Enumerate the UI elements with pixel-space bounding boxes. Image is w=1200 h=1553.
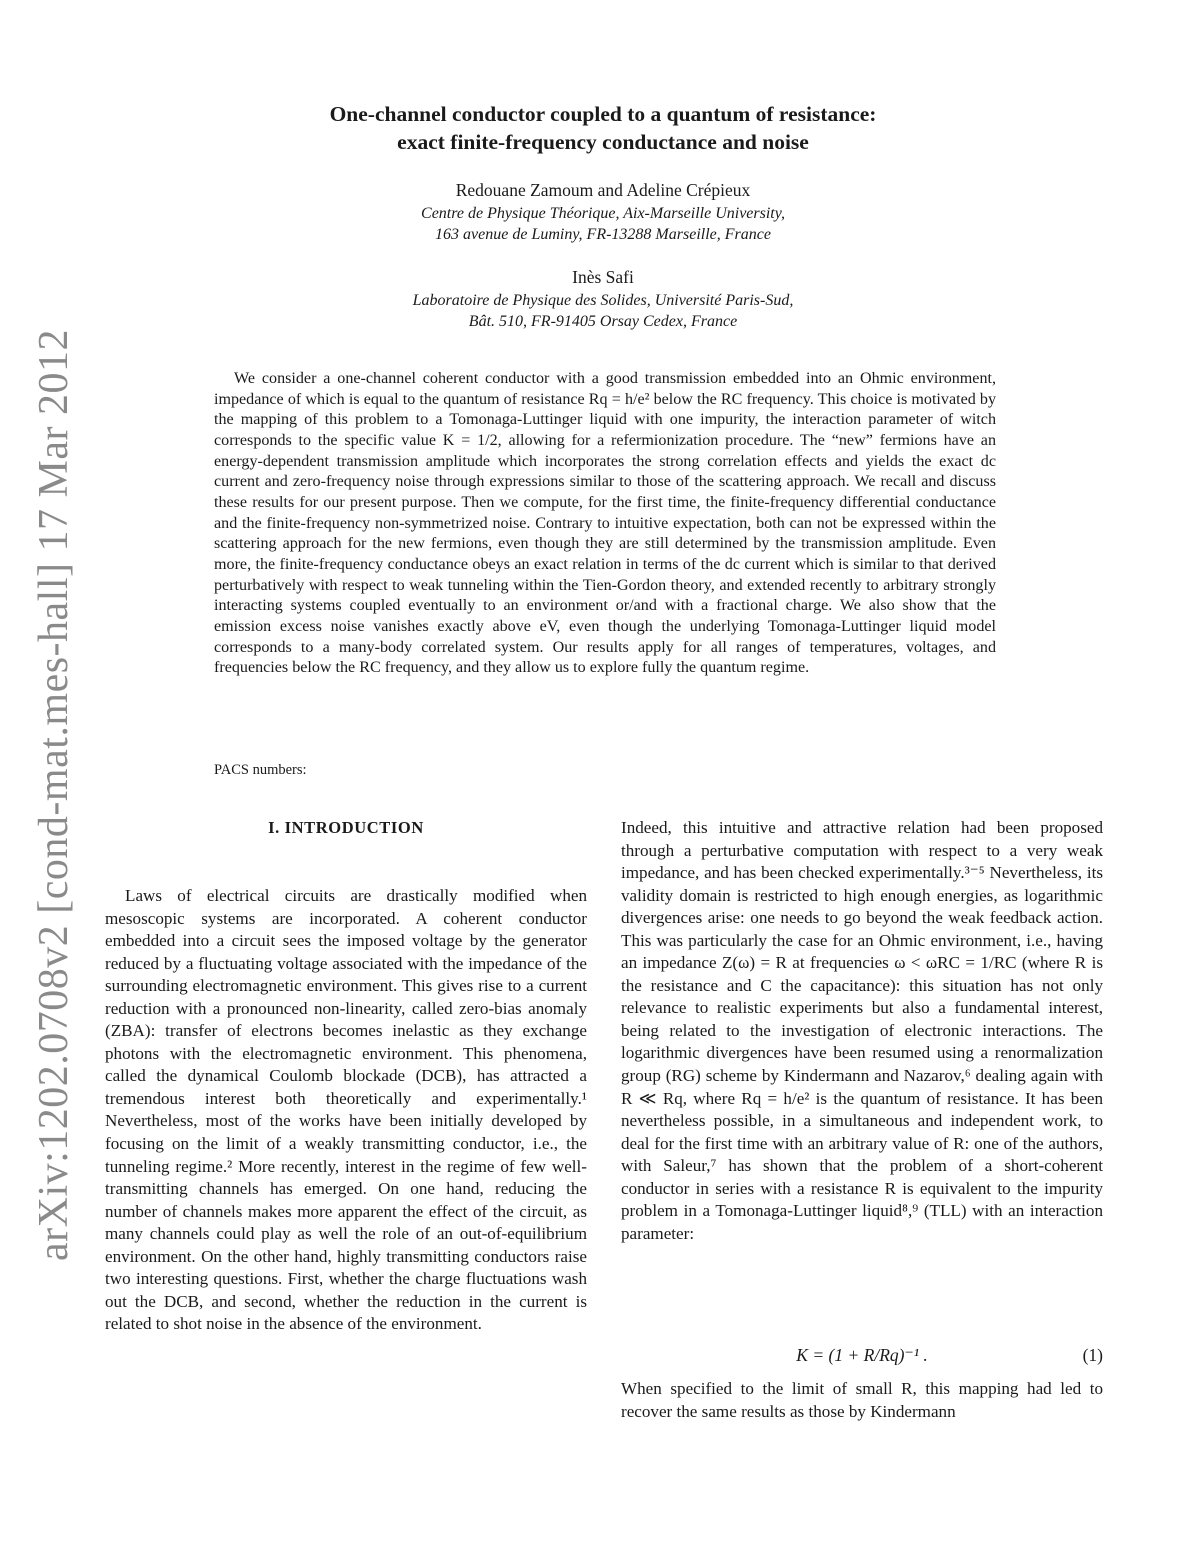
right-column-continuation: When specified to the limit of small R, this mapping had led to recover the same results as those by Kindermann <box>621 1379 1103 1421</box>
arxiv-identifier-text: arXiv:1202.0708v2 [cond-mat.mes-hall] 17 Mar 2012 <box>31 329 78 1261</box>
equation-body: K = (1 + R/Rq)⁻¹ . <box>796 1345 928 1365</box>
right-column-text: Indeed, this intuitive and attractive relation had been proposed through a perturbative computation with respect to a very weak impedance, and has been checked experimentally.³⁻⁵ Nevertheless, its validity domain is restricted to high enough energies, as logarithmic divergences arise: one needs to go beyond the weak feedback action. This was particularly the case for an Ohmic environment, i.e., having an impedance Z(ω) = R at frequencies ω < ωRC = 1/RC (where R is the resistance and C the capacitance): this situation has not only relevance to realistic experiments but also a fundamental interest, being related to the investigation of electronic interactions. The logarithmic divergences have been resumed using a renormalization group (RG) scheme by Kindermann and Nazarov,⁶ dealing again with R ≪ Rq, where Rq = h/e² is the quantum of resistance. It has been nevertheless possible, in a simultaneous and independent work, to deal for the first time with an arbitrary value of R: one of the authors, with Saleur,⁷ has shown that the problem of a short-coherent conductor in series with a resistance R is equivalent to the impurity problem in a Tomonaga-Luttinger liquid⁸,⁹ (TLL) with an interaction parameter: <box>621 818 1103 1243</box>
title-line-2: exact finite-frequency conductance and noise <box>397 130 809 154</box>
abstract: We consider a one-channel coherent conductor with a good transmission embedded into an Ohmic environment, impedance of which is equal to the quantum of resistance Rq = h/e² below the RC frequency. This choice is motivated by the mapping of this problem to a Tomonaga-Luttinger liquid with one impurity, the interaction parameter of witch corresponds to the specific value K = 1/2, allowing for a refermionization procedure. The “new” fermions have an energy-dependent transmission amplitude which incorporates the strong correlation effects and yields the exact dc current and zero-frequency noise through expressions similar to those of the scattering approach. We recall and discuss these results for our present purpose. Then we compute, for the first time, the finite-frequency differential conductance and the finite-frequency non-symmetrized noise. Contrary to intuitive expectation, both can not be expressed within the scattering approach for the new fermions, even though they are still determined by the transmission amplitude. Even more, the finite-frequency conductance obeys an exact relation in terms of the dc current which is similar to that derived perturbatively with respect to weak tunneling within the Tien-Gordon theory, and extended recently to arbitrary strongly interacting systems coupled eventually to an environment or/and with a fractional charge. We also show that the emission excess noise vanishes exactly above eV, even though the underlying Tomonaga-Luttinger liquid model corresponds to a many-body correlated system. Our results apply for all ranges of temperatures, voltages, and frequencies below the RC frequency, and they allow us to explore fully the quantum regime. <box>214 370 996 677</box>
author-block-1 <box>200 180 1006 245</box>
equation-1 <box>621 1345 1103 1369</box>
affiliation-2-line-1: Laboratoire de Physique des Solides, Université Paris-Sud, <box>412 292 794 309</box>
title-line-1: One-channel conductor coupled to a quantum of resistance: <box>329 102 877 126</box>
author-names-1: Redouane Zamoum and Adeline Crépieux <box>455 180 751 200</box>
affiliation-1-line-1: Centre de Physique Théorique, Aix-Marseille University, <box>421 205 785 222</box>
author-names-2: Inès Safi <box>572 267 634 287</box>
section-heading-introduction: I. INTRODUCTION <box>268 818 424 837</box>
affiliation-1-line-2: 163 avenue de Luminy, FR-13288 Marseille, France <box>435 226 771 243</box>
affiliation-2-line-2: Bât. 510, FR-91405 Orsay Cedex, France <box>468 313 738 330</box>
left-column-text: Laws of electrical circuits are drastically modified when mesoscopic systems are incorporated. A coherent conductor embedded into a circuit sees the imposed voltage by the generator reduced by a fluctuating voltage associated with the impedance of the surrounding electromagnetic environment. This gives rise to a current reduction with a pronounced non-linearity, called zero-bias anomaly (ZBA): transfer of electrons becomes inelastic as they exchange photons with the electromagnetic environment. This phenomena, called the dynamical Coulomb blockade (DCB), has attracted a tremendous interest both theoretically and experimentally.¹ Nevertheless, most of the works have been initially developed by focusing on the limit of a weakly transmitting conductor, i.e., the tunneling regime.² More recently, interest in the regime of few well-transmitting channels has emerged. On one hand, reducing the number of channels makes more apparent the effect of the circuit, as many channels could play as well the role of an out-of-equilibrium environment. On the other hand, highly transmitting conductors raise two interesting questions. First, whether the charge fluctuations wash out the DCB, and second, whether the reduction in the current is related to shot noise in the absence of the environment. <box>105 886 587 1334</box>
author-block-2 <box>200 267 1006 332</box>
pacs-numbers: PACS numbers: <box>214 762 307 778</box>
arxiv-identifier <box>14 290 94 1300</box>
paper-title <box>200 100 1006 156</box>
equation-number: (1) <box>1082 1345 1103 1365</box>
